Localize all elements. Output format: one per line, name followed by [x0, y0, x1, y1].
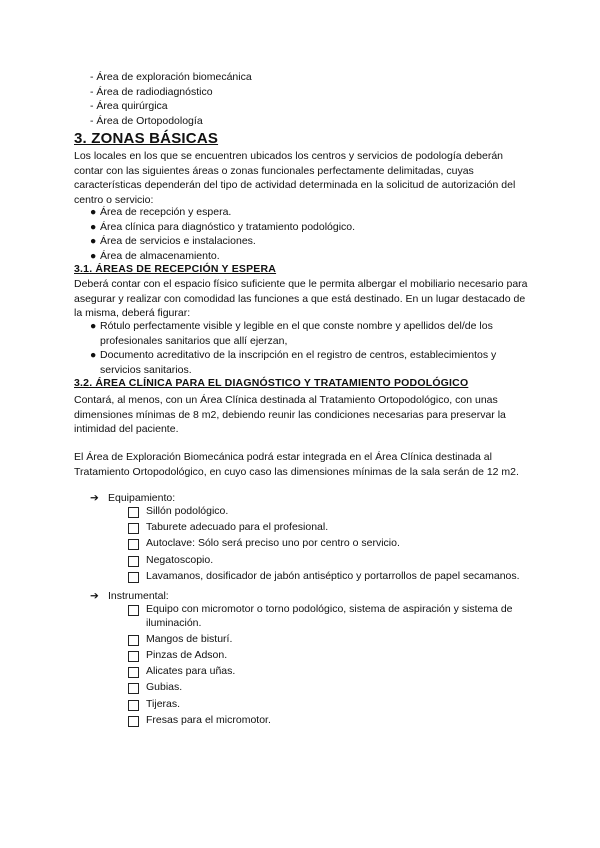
bullet-item: [90, 319, 530, 348]
section-3-2-paragraph-2: El Área de Exploración Biomecánica podrá estar integrada en el Área Clínica destinada al Tratamiento Ortopodológico, en cuyo caso las dimensiones mínimas de la sala serán de 12 m2.: [74, 451, 519, 478]
bullet-icon: ●: [90, 235, 97, 248]
bullet-item: [90, 234, 530, 249]
checkbox-icon: [128, 667, 139, 678]
checklist-item-text: Lavamanos, dosificador de jabón antiséptico y portarrollos de papel secamanos.: [146, 569, 520, 582]
section-3-heading: 3. ZONAS BÁSICAS: [74, 130, 219, 147]
checklist-item-text: Pinzas de Adson.: [146, 648, 228, 661]
checkbox-icon: [128, 523, 139, 534]
bullet-item: [90, 220, 530, 235]
checkbox-icon: [128, 572, 139, 583]
bullet-text: Rótulo perfectamente visible y legible en el que conste nombre y apellidos del/de los profesionales sanitarios que allí ejerzan,: [100, 320, 493, 347]
checklist-item-text: Sillón podológico.: [146, 505, 229, 517]
bullet-icon: ●: [90, 206, 97, 218]
section-3-1-intro: Deberá contar con el espacio físico suficiente que le permita albergar el mobiliario necesario para asegurar y realizar con comodidad las funciones a que está destinado. En un lugar destacado de la misma, deberá figurar:: [74, 278, 528, 320]
section-3-2-paragraph-1: Contará, al menos, con un Área Clínica destinada al Tratamiento Ortopodológico, con unas dimensiones mínimas de 8 m2, debiendo reunir las condiciones necesarias para preservar la intimidad del paciente.: [74, 394, 506, 436]
area-list-item: - Área de Ortopodología: [90, 114, 203, 127]
instrumental-heading: [90, 589, 169, 604]
checklist-item-text: Autoclave: Sólo será preciso uno por centro o servicio.: [146, 537, 400, 550]
section-3-intro: Los locales en los que se encuentren ubicados los centros y servicios de podología deberán contar con las siguientes áreas o zonas funcionales perfectamente delimitadas, cuyas características dependerán del tipo de actividad determinada en la solicitud de autorización del centro o servicio:: [74, 150, 516, 206]
checkbox-icon: [128, 683, 139, 694]
area-list-item: - Área de exploración biomecánica: [90, 71, 252, 83]
bullet-icon: ●: [90, 220, 97, 233]
checklist-item-text: Equipo con micromotor o torno podológico, sistema de aspiración y sistema de iluminación.: [146, 603, 513, 629]
checklist-item: [128, 521, 528, 535]
instrumental-label: Instrumental:: [108, 590, 169, 602]
checklist-item: [128, 537, 528, 551]
equipamiento-heading: [90, 491, 175, 506]
section-3-1-heading: 3.1. ÁREAS DE RECEPCIÓN Y ESPERA: [74, 263, 277, 275]
checklist-item: [128, 554, 528, 568]
checklist-item: [128, 665, 528, 679]
arrow-right-icon: ➔: [90, 590, 99, 602]
checkbox-icon: [128, 700, 139, 711]
checklist-item-text: Negatoscopio.: [146, 553, 214, 566]
equipamiento-label: Equipamiento:: [108, 492, 176, 504]
checklist-item: [128, 714, 528, 728]
bullet-icon: ●: [90, 249, 97, 262]
checklist-item-text: Taburete adecuado para el profesional.: [146, 521, 329, 534]
checklist-item: [128, 570, 528, 584]
bullet-item: [90, 348, 530, 377]
bullet-text: Área clínica para diagnóstico y tratamiento podológico.: [100, 220, 356, 233]
checkbox-icon: [128, 507, 139, 518]
bullet-text: Documento acreditativo de la inscripción en el registro de centros, establecimientos y servicios sanitarios.: [100, 349, 497, 376]
checklist-item: [128, 681, 528, 695]
area-list-item: - Área quirúrgica: [90, 100, 168, 112]
bullet-text: Área de recepción y espera.: [100, 206, 232, 218]
checkbox-icon: [128, 635, 139, 646]
section-3-2-heading: 3.2. ÁREA CLÍNICA PARA EL DIAGNÓSTICO Y TRATAMIENTO PODOLÓGICO: [74, 377, 469, 389]
checklist-item: [128, 603, 528, 630]
equipamiento-checklist: [128, 505, 528, 586]
checklist-item: [128, 505, 528, 519]
instrumental-checklist: [128, 603, 528, 730]
checklist-item: [128, 633, 528, 647]
bullet-icon: ●: [90, 349, 97, 362]
checkbox-icon: [128, 651, 139, 662]
checklist-item-text: Fresas para el micromotor.: [146, 713, 271, 726]
checklist-item-text: Alicates para uñas.: [146, 665, 236, 678]
checkbox-icon: [128, 605, 139, 616]
checklist-item: [128, 649, 528, 663]
bullet-text: Área de servicios e instalaciones.: [100, 235, 256, 248]
bullet-item: [90, 249, 530, 264]
checklist-item: [128, 698, 528, 712]
checkbox-icon: [128, 539, 139, 550]
section-3-bullet-list: [90, 205, 530, 263]
arrow-right-icon: ➔: [90, 492, 99, 504]
checkbox-icon: [128, 556, 139, 567]
bullet-item: [90, 205, 530, 220]
checklist-item-text: Tijeras.: [146, 697, 181, 710]
checklist-item-text: Gubias.: [146, 681, 183, 694]
bullet-icon: ●: [90, 320, 97, 332]
bullet-text: Área de almacenamiento.: [100, 249, 220, 262]
checkbox-icon: [128, 716, 139, 727]
area-list-item: - Área de radiodiagnóstico: [90, 85, 213, 98]
checklist-item-text: Mangos de bisturí.: [146, 632, 233, 645]
area-list: [90, 70, 252, 128]
section-3-1-bullet-list: [90, 319, 530, 377]
